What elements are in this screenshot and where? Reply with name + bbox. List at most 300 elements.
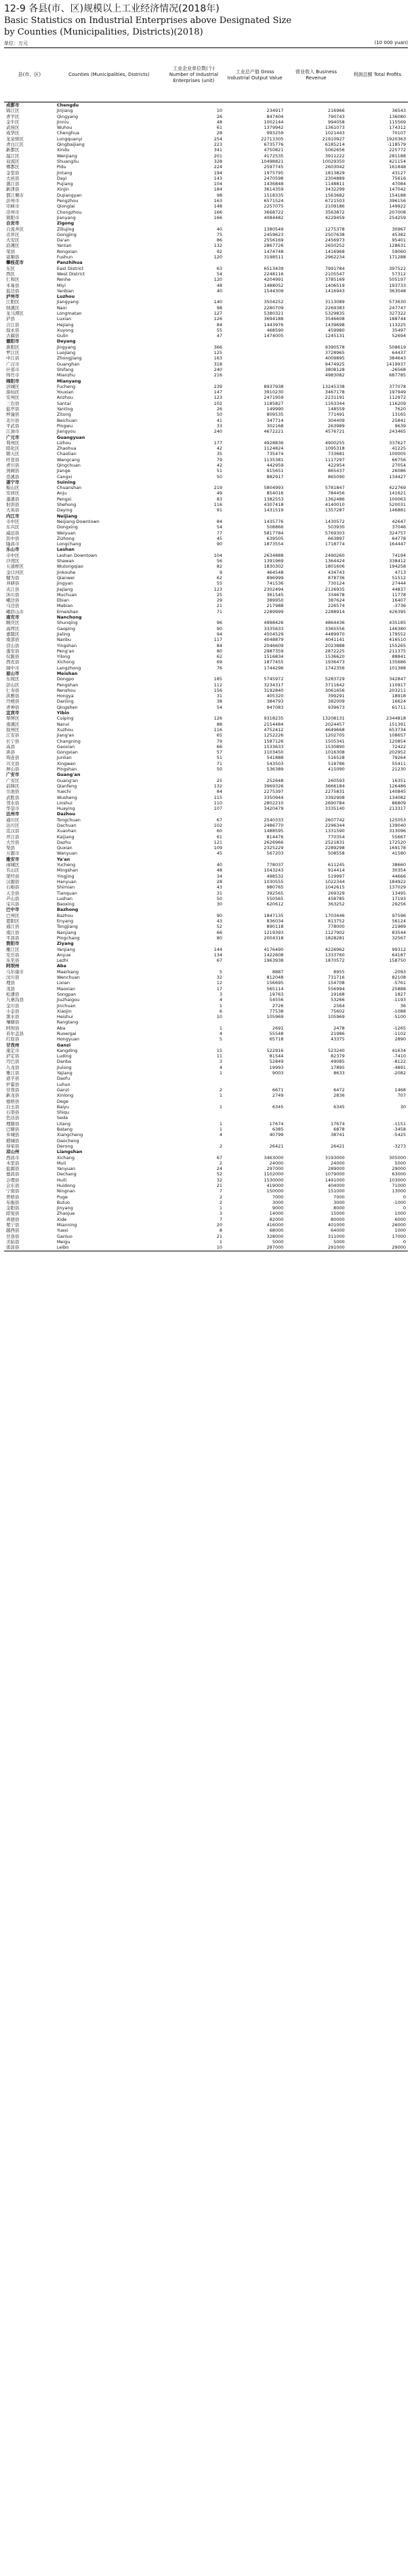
- county-name-en: Gaoxian: [56, 743, 75, 749]
- county-name-en: Jiajiang: [56, 586, 73, 592]
- output-value: 1518335: [264, 192, 284, 198]
- total-profit: [347, 1149, 408, 1154]
- enterprise-count: 143: [213, 175, 223, 181]
- enterprise-count: 10: [216, 108, 223, 114]
- county-name-en: Santai: [56, 400, 71, 406]
- output-value: 442959: [266, 463, 284, 468]
- county-name-en: Huaying: [56, 806, 75, 812]
- total-profit: -26568: [390, 366, 406, 372]
- enterprise-count: 163: [213, 198, 223, 204]
- business-revenue: 4649668: [325, 726, 345, 733]
- table-row: [4, 490, 408, 496]
- output-value: 1219393: [264, 929, 284, 935]
- table-row: [4, 474, 408, 480]
- business-revenue: 556994: [327, 985, 345, 992]
- county-name-cn: 仪陇县: [6, 654, 20, 660]
- enterprise-count: [163, 220, 224, 226]
- business-revenue: 38741: [330, 1132, 345, 1138]
- enterprise-count: 1: [219, 1205, 223, 1211]
- total-profit: 74194: [392, 552, 406, 558]
- total-profit: 99312: [392, 946, 406, 952]
- county-name-en: Yanbian: [56, 288, 75, 294]
- enterprise-count: 40: [216, 288, 223, 294]
- region-row: [4, 378, 408, 384]
- business-revenue: 4226962: [325, 946, 345, 952]
- table-row: [4, 170, 408, 176]
- output-value: 620612: [266, 901, 284, 908]
- county-name-en: Wenjiang: [56, 153, 77, 159]
- table-row: [4, 249, 408, 254]
- county-name-en: Pingshan: [56, 766, 77, 773]
- output-value: 5817784: [264, 530, 284, 536]
- table-row: [4, 125, 408, 130]
- table-row: [4, 620, 408, 625]
- business-revenue: 9474925: [325, 361, 345, 367]
- county-name-cn: 冕宁县: [6, 1222, 20, 1228]
- table-row: [4, 935, 408, 941]
- enterprise-count: 96: [216, 620, 223, 626]
- enterprise-count: 104: [213, 552, 223, 558]
- table-row: [4, 1087, 408, 1093]
- enterprise-count: 109: [213, 845, 223, 851]
- county-name-en: Tongchuan: [56, 817, 81, 823]
- region-row: [4, 220, 408, 226]
- output-value: 3614359: [264, 187, 284, 193]
- business-revenue: 1148811: [325, 181, 345, 187]
- county-name-cn: 威远县: [6, 530, 20, 536]
- region-row: [4, 338, 408, 344]
- region-row: [4, 710, 408, 716]
- total-profit: 72422: [392, 743, 406, 749]
- total-profit: [347, 513, 408, 519]
- county-name-en: Jintang: [56, 170, 73, 176]
- total-profit: 30967: [392, 226, 406, 232]
- output-value: 9003: [272, 1070, 284, 1076]
- title-english-line1: Basic Statistics on Industrial Enterprises above Designated Size: [4, 16, 292, 26]
- county-name-en: Leibo: [56, 1245, 69, 1251]
- enterprise-count: [163, 614, 224, 620]
- enterprise-count: 25: [216, 591, 223, 598]
- business-revenue: 1361073: [325, 125, 345, 131]
- region-row: [4, 1149, 408, 1154]
- enterprise-count: 127: [213, 310, 223, 316]
- title-english-line2: by Counties (Municipalities, Districts)(2018): [4, 27, 203, 37]
- table-row: [4, 232, 408, 237]
- business-revenue: 1439698: [325, 321, 345, 328]
- total-profit: -3273: [393, 1143, 406, 1149]
- county-name-cn: 市中区: [6, 552, 20, 558]
- total-profit: -4891: [393, 1064, 406, 1070]
- total-profit: 207008: [389, 209, 406, 215]
- business-revenue: 6185214: [325, 142, 345, 148]
- enterprise-count: 63: [216, 265, 223, 271]
- business-revenue: 15000: [330, 1211, 345, 1217]
- table-row: [4, 1200, 408, 1205]
- total-profit: 21230: [392, 766, 406, 773]
- county-name-en: Changning: [56, 738, 81, 744]
- enterprise-count: 48: [216, 119, 223, 125]
- total-profit: 16407: [392, 598, 406, 604]
- county-name-cn: 犍为县: [6, 574, 20, 581]
- enterprise-count: 84: [216, 789, 223, 795]
- business-revenue: 1563682: [325, 192, 345, 198]
- county-name-en: Yanjiang: [56, 946, 75, 952]
- enterprise-count: [163, 941, 224, 946]
- output-value: 4504529: [264, 631, 284, 637]
- business-revenue: 3392908: [325, 794, 345, 800]
- enterprise-count: 10: [216, 1245, 223, 1251]
- total-profit: 83544: [392, 929, 406, 935]
- total-profit: -7410: [393, 1053, 406, 1059]
- enterprise-count: 40: [216, 226, 223, 232]
- enterprise-count: 48: [216, 867, 223, 874]
- output-value: 2867726: [264, 243, 284, 249]
- total-profit: 44837: [392, 586, 406, 592]
- county-name-en: Enyang: [56, 918, 74, 924]
- county-name-cn: 荣县: [6, 248, 15, 254]
- output-value: 5380321: [264, 310, 284, 316]
- total-profit: 363048: [389, 288, 406, 294]
- county-name-en: Leshan: [56, 547, 75, 553]
- county-name-cn: 盐源县: [6, 1166, 20, 1172]
- business-revenue: 1245131: [325, 333, 345, 339]
- unit-english: (10 000 yuan): [374, 40, 408, 45]
- county-name-cn: 宝兴县: [6, 901, 20, 908]
- county-name-en: Bazhou: [56, 912, 73, 918]
- county-name-en: Jialing: [56, 631, 70, 637]
- county-name-cn: 峨眉山市: [6, 608, 24, 614]
- enterprise-count: 240: [213, 366, 223, 372]
- output-value: 5000: [272, 1238, 284, 1245]
- enterprise-count: 115: [213, 794, 223, 800]
- enterprise-count: 9: [219, 569, 223, 575]
- enterprise-count: 86: [216, 237, 223, 243]
- business-revenue: 731716: [327, 975, 345, 981]
- total-profit: 416510: [389, 637, 406, 643]
- county-name-cn: 中江县: [6, 355, 20, 362]
- enterprise-count: [163, 1099, 224, 1104]
- table-row: [4, 1093, 408, 1098]
- unit-chinese: 单位：万元: [4, 41, 28, 46]
- county-name-en: Jiang'an: [56, 733, 75, 739]
- output-value: 3910230: [264, 389, 284, 395]
- total-profit: [347, 435, 408, 440]
- enterprise-count: [163, 435, 224, 440]
- county-name-cn: 会东县: [6, 1183, 20, 1188]
- output-value: [224, 857, 285, 862]
- county-name-en: Fushun: [56, 254, 73, 260]
- county-name-en: Chaotian: [56, 451, 77, 457]
- total-profit: 113225: [389, 321, 406, 328]
- business-revenue: [285, 294, 346, 299]
- county-name-en: Zhaojue: [56, 1211, 75, 1217]
- total-profit: 13000: [392, 1188, 406, 1194]
- county-name-cn: 巴州区: [6, 912, 20, 918]
- county-name-cn: 攀枝花市: [6, 260, 24, 266]
- enterprise-count: [163, 547, 224, 552]
- county-name-en: Muli: [56, 1160, 66, 1166]
- county-name-en: Ruoergai: [56, 1030, 77, 1036]
- county-name-cn: 自流井区: [6, 226, 24, 232]
- business-revenue: 387624: [327, 598, 345, 604]
- enterprise-count: 110: [213, 800, 223, 806]
- output-value: [224, 1099, 285, 1104]
- table-row: [4, 210, 408, 215]
- output-value: 156695: [266, 980, 284, 986]
- total-profit: 193733: [389, 282, 406, 288]
- county-name-cn: 内江市: [6, 513, 20, 519]
- county-name-cn: 雨城区: [6, 862, 20, 868]
- county-name-en: Lezhi: [56, 958, 68, 964]
- total-profit: 397522: [389, 265, 406, 271]
- table-row: [4, 507, 408, 513]
- county-name-en: Gongxian: [56, 749, 78, 756]
- total-profit: 520031: [389, 502, 406, 508]
- table-row: [4, 418, 408, 423]
- output-value: 6385: [272, 1127, 284, 1133]
- total-profit: [347, 1019, 408, 1025]
- county-name-cn: 兴文县: [6, 760, 20, 766]
- total-profit: 139040: [389, 823, 406, 828]
- total-profit: 203211: [389, 687, 406, 693]
- business-revenue: 3193000: [325, 1154, 345, 1160]
- output-value: 2626966: [264, 839, 284, 845]
- county-name-en: Daofu: [56, 1076, 70, 1082]
- county-name-en: Miyi: [56, 282, 66, 288]
- total-profit: -1000: [393, 1199, 406, 1205]
- enterprise-count: 184: [213, 187, 223, 193]
- enterprise-count: 219: [213, 485, 223, 491]
- output-value: 1002144: [264, 119, 284, 125]
- enterprise-count: 5: [219, 1036, 223, 1042]
- total-profit: 184922: [389, 878, 406, 884]
- county-name-cn: 青神县: [6, 704, 20, 710]
- output-value: 2302494: [264, 586, 284, 592]
- total-profit: 169178: [389, 845, 406, 851]
- business-revenue: 6345: [333, 1104, 345, 1110]
- total-profit: 36: [400, 1002, 406, 1009]
- total-profit: 0: [403, 1205, 406, 1211]
- output-value: [224, 1042, 285, 1048]
- table-row: [4, 1245, 408, 1251]
- enterprise-count: 102: [213, 823, 223, 828]
- county-name-cn: 什邡市: [6, 366, 20, 372]
- county-name-en: Huidong: [56, 1183, 75, 1188]
- business-revenue: 1333760: [325, 952, 345, 958]
- output-value: 19763: [269, 991, 284, 997]
- table-row: [4, 795, 408, 800]
- enterprise-count: 50: [216, 766, 223, 773]
- output-value: [224, 907, 285, 912]
- enterprise-count: 52: [216, 1171, 223, 1177]
- business-revenue: 10029350: [322, 158, 345, 164]
- total-profit: 158750: [389, 958, 406, 964]
- county-name-cn: 阿坝州: [6, 963, 20, 969]
- business-revenue: 1536620: [325, 654, 345, 660]
- total-profit: 134427: [389, 473, 406, 480]
- enterprise-count: 77: [216, 530, 223, 536]
- enterprise-count: 43: [216, 884, 223, 891]
- enterprise-count: 51: [216, 468, 223, 474]
- output-value: [224, 1149, 285, 1154]
- county-name-en: East District: [56, 265, 84, 271]
- output-value: 508866: [266, 524, 284, 530]
- enterprise-count: 1: [219, 1238, 223, 1245]
- enterprise-count: 194: [213, 170, 223, 176]
- county-name-cn: 富顺县: [6, 254, 20, 260]
- enterprise-count: [163, 294, 224, 299]
- table-row: [4, 254, 408, 260]
- output-value: 1030555: [264, 878, 284, 884]
- table-row: [4, 153, 408, 159]
- county-name-cn: 旺苍县: [6, 456, 20, 463]
- county-name-en: Yingshan: [56, 642, 77, 648]
- county-name-en: Peng'an: [56, 648, 75, 654]
- table-row: [4, 1026, 408, 1031]
- business-revenue: 17895: [330, 1064, 345, 1070]
- county-name-en: Dayi: [56, 175, 67, 181]
- total-profit: 179552: [389, 631, 406, 637]
- total-profit: 100005: [389, 451, 406, 457]
- total-profit: 56124: [392, 918, 406, 924]
- total-profit: 338412: [389, 558, 406, 564]
- enterprise-count: 80: [216, 648, 223, 654]
- enterprise-count: [163, 811, 224, 817]
- enterprise-count: 71: [216, 608, 223, 614]
- table-row: [4, 643, 408, 648]
- county-name-en: Beichuan: [56, 417, 77, 423]
- output-value: 4750821: [264, 147, 284, 153]
- output-value: [224, 362, 285, 367]
- enterprise-count: 2: [219, 1199, 223, 1205]
- table-row: [4, 716, 408, 721]
- total-profit: [347, 671, 408, 676]
- table-row: [4, 429, 408, 434]
- total-profit: 55667: [392, 834, 406, 840]
- output-value: 82000: [269, 1216, 284, 1222]
- county-name-cn: 荥经县: [6, 873, 20, 879]
- output-value: [224, 102, 285, 109]
- output-value: 814476: [266, 834, 284, 840]
- business-revenue: 518786: [327, 760, 345, 766]
- county-name-cn: 雁江区: [6, 946, 20, 952]
- county-name-en: Ganluo: [56, 1233, 73, 1239]
- header-profit: 利润总额 Total Profits: [353, 72, 402, 77]
- enterprise-count: 31: [216, 890, 223, 896]
- total-profit: -5100: [393, 1014, 406, 1020]
- enterprise-count: 82: [216, 564, 223, 570]
- table-row: [4, 1222, 408, 1228]
- business-revenue: 1936473: [325, 659, 345, 665]
- output-value: 17674: [269, 1120, 284, 1127]
- county-name-en: Jinjiang: [56, 108, 73, 114]
- county-name-en: Dechang: [56, 1171, 77, 1177]
- table-row: [4, 1053, 408, 1059]
- total-profit: 120854: [389, 738, 406, 744]
- enterprise-count: 166: [213, 214, 223, 220]
- output-value: 536389: [266, 766, 284, 773]
- table-row: [4, 485, 408, 490]
- output-value: 4672221: [264, 429, 284, 435]
- output-value: 2987359: [264, 648, 284, 654]
- table-row: [4, 136, 408, 142]
- county-name-en: Pengzhou: [56, 198, 79, 204]
- output-value: 2325229: [264, 845, 284, 851]
- total-profit: 149922: [389, 203, 406, 210]
- output-value: 328000: [266, 1233, 284, 1239]
- county-name-cn: 武侯区: [6, 125, 20, 131]
- enterprise-count: 148: [213, 203, 223, 210]
- table-row: [4, 1171, 408, 1177]
- business-revenue: 3113089: [325, 299, 345, 305]
- business-revenue: 3467178: [325, 389, 345, 395]
- county-name-cn: 丹巴县: [6, 1059, 20, 1065]
- table-row: [4, 316, 408, 321]
- table-row: [4, 648, 408, 654]
- total-profit: 687785: [389, 372, 406, 378]
- county-name-en: Qionglai: [56, 203, 75, 210]
- total-profit: 71000: [392, 1183, 406, 1188]
- county-name-en: Mianyang: [56, 378, 81, 384]
- county-name-en: Anyue: [56, 952, 71, 958]
- total-profit: 43127: [392, 170, 406, 176]
- table-row: [4, 733, 408, 738]
- county-name-en: Dachuan: [56, 823, 77, 828]
- enterprise-count: 185: [213, 676, 223, 682]
- county-name-cn: 罗江区: [6, 350, 20, 356]
- county-name-en: Yuexi: [56, 1228, 68, 1234]
- table-row: [4, 350, 408, 355]
- output-value: 6345: [272, 1104, 284, 1110]
- county-name-en: Ganzi: [56, 1042, 71, 1048]
- business-revenue: [285, 907, 346, 912]
- county-name-en: Danba: [56, 1059, 72, 1065]
- county-name-en: Jingyang: [56, 344, 76, 350]
- enterprise-count: 98: [216, 192, 223, 198]
- table-row: [4, 271, 408, 277]
- enterprise-count: 33: [216, 423, 223, 429]
- county-name-cn: 达川区: [6, 823, 20, 828]
- enterprise-count: [163, 1149, 224, 1154]
- enterprise-count: 2: [219, 1087, 223, 1093]
- county-name-en: Jiuzhaigou: [56, 997, 80, 1003]
- output-value: 543503: [266, 760, 284, 766]
- output-value: [224, 1019, 285, 1025]
- county-name-cn: 营山县: [6, 642, 20, 648]
- table-row: [4, 958, 408, 963]
- business-revenue: 151000: [327, 1188, 345, 1194]
- business-revenue: 3785169: [325, 277, 345, 283]
- county-name-cn: 德格县: [6, 1098, 20, 1104]
- enterprise-count: 90: [216, 912, 223, 918]
- county-name-cn: 美姑县: [6, 1238, 20, 1245]
- enterprise-count: 107: [213, 806, 223, 812]
- enterprise-count: 49: [216, 490, 223, 496]
- business-revenue: 289000: [327, 1166, 345, 1172]
- business-revenue: 1430572: [325, 518, 345, 524]
- enterprise-count: 84: [216, 642, 223, 648]
- business-revenue: [285, 772, 346, 777]
- business-revenue: 3711642: [325, 682, 345, 688]
- table-row: [4, 789, 408, 794]
- county-name-en: Panzhihua: [56, 260, 83, 266]
- county-name-cn: 叙永县: [6, 327, 20, 333]
- output-value: [224, 480, 285, 485]
- county-name-cn: 金口河区: [6, 569, 24, 575]
- table-row: [4, 159, 408, 164]
- enterprise-count: 120: [213, 277, 223, 283]
- county-name-cn: 射洪县: [6, 502, 20, 508]
